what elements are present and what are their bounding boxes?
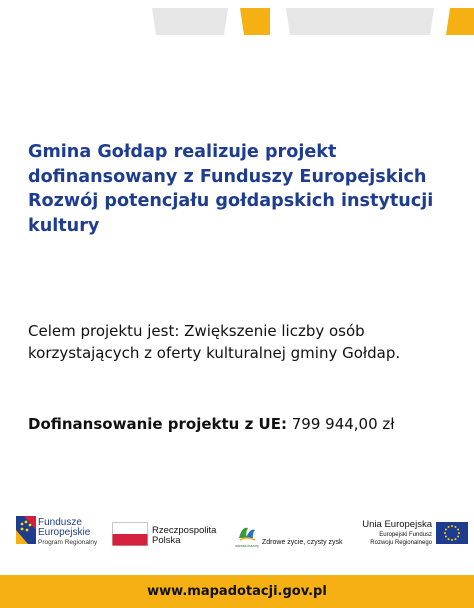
eu-flag-icon [436, 522, 468, 544]
eu-line3: Rozwoju Regionalnego [370, 540, 432, 546]
warmia-mazury-logo-icon [236, 522, 258, 544]
project-title-line: Gmina Gołdap realizuje projekt [28, 142, 337, 162]
european-funds-line3: Program Regionalny [38, 539, 98, 546]
european-funds-line2: Europejskie [38, 527, 91, 538]
polish-flag-logo [112, 522, 148, 550]
european-funds-text [38, 518, 97, 548]
funding-info [28, 413, 395, 435]
decorative-shape-corner [446, 8, 474, 35]
decorative-shape-middle [240, 8, 270, 35]
funding-amount: 799 944,00 zł [291, 415, 395, 433]
project-goal [28, 320, 458, 364]
funding-label: Dofinansowanie projektu z UE: [28, 415, 287, 433]
footer-bar [0, 575, 474, 608]
decorative-shape-right [286, 8, 434, 35]
european-funds-logo [16, 516, 36, 548]
european-funds-line1: Fundusze [38, 517, 82, 528]
project-title [28, 140, 458, 238]
project-title-line: dofinansowany z Funduszy Europejskich [28, 166, 427, 187]
project-title-line: Rozwój potencjału gołdapskich instytucji [28, 191, 434, 211]
project-goal-line: korzystających z oferty kulturalnej gminy Gołdap. [28, 344, 401, 362]
european-funds-stars-icon [16, 516, 36, 544]
project-goal-line: Celem projektu jest: Zwiększenie liczby osób [28, 322, 365, 340]
project-title-line: kultury [28, 215, 100, 236]
eu-flag-logo [436, 522, 468, 548]
region-motto: Zdrowe życie, czysty zysk [262, 539, 343, 546]
footer-website-link[interactable]: www.mapadotacji.gov.pl [147, 584, 327, 599]
poland-text [152, 526, 216, 546]
warmia-mazury-small-text: warmia mazury [235, 544, 259, 548]
eu-line1: Unia Europejska [362, 519, 432, 530]
decorative-shape-left [152, 8, 228, 35]
poland-line1: Rzeczpospolita [152, 525, 217, 536]
eu-text [346, 519, 432, 547]
poland-line2: Polska [152, 535, 181, 546]
eu-line2: Europejski Fundusz [379, 532, 432, 538]
polish-flag-icon [112, 522, 148, 546]
logo-strip [0, 512, 474, 562]
